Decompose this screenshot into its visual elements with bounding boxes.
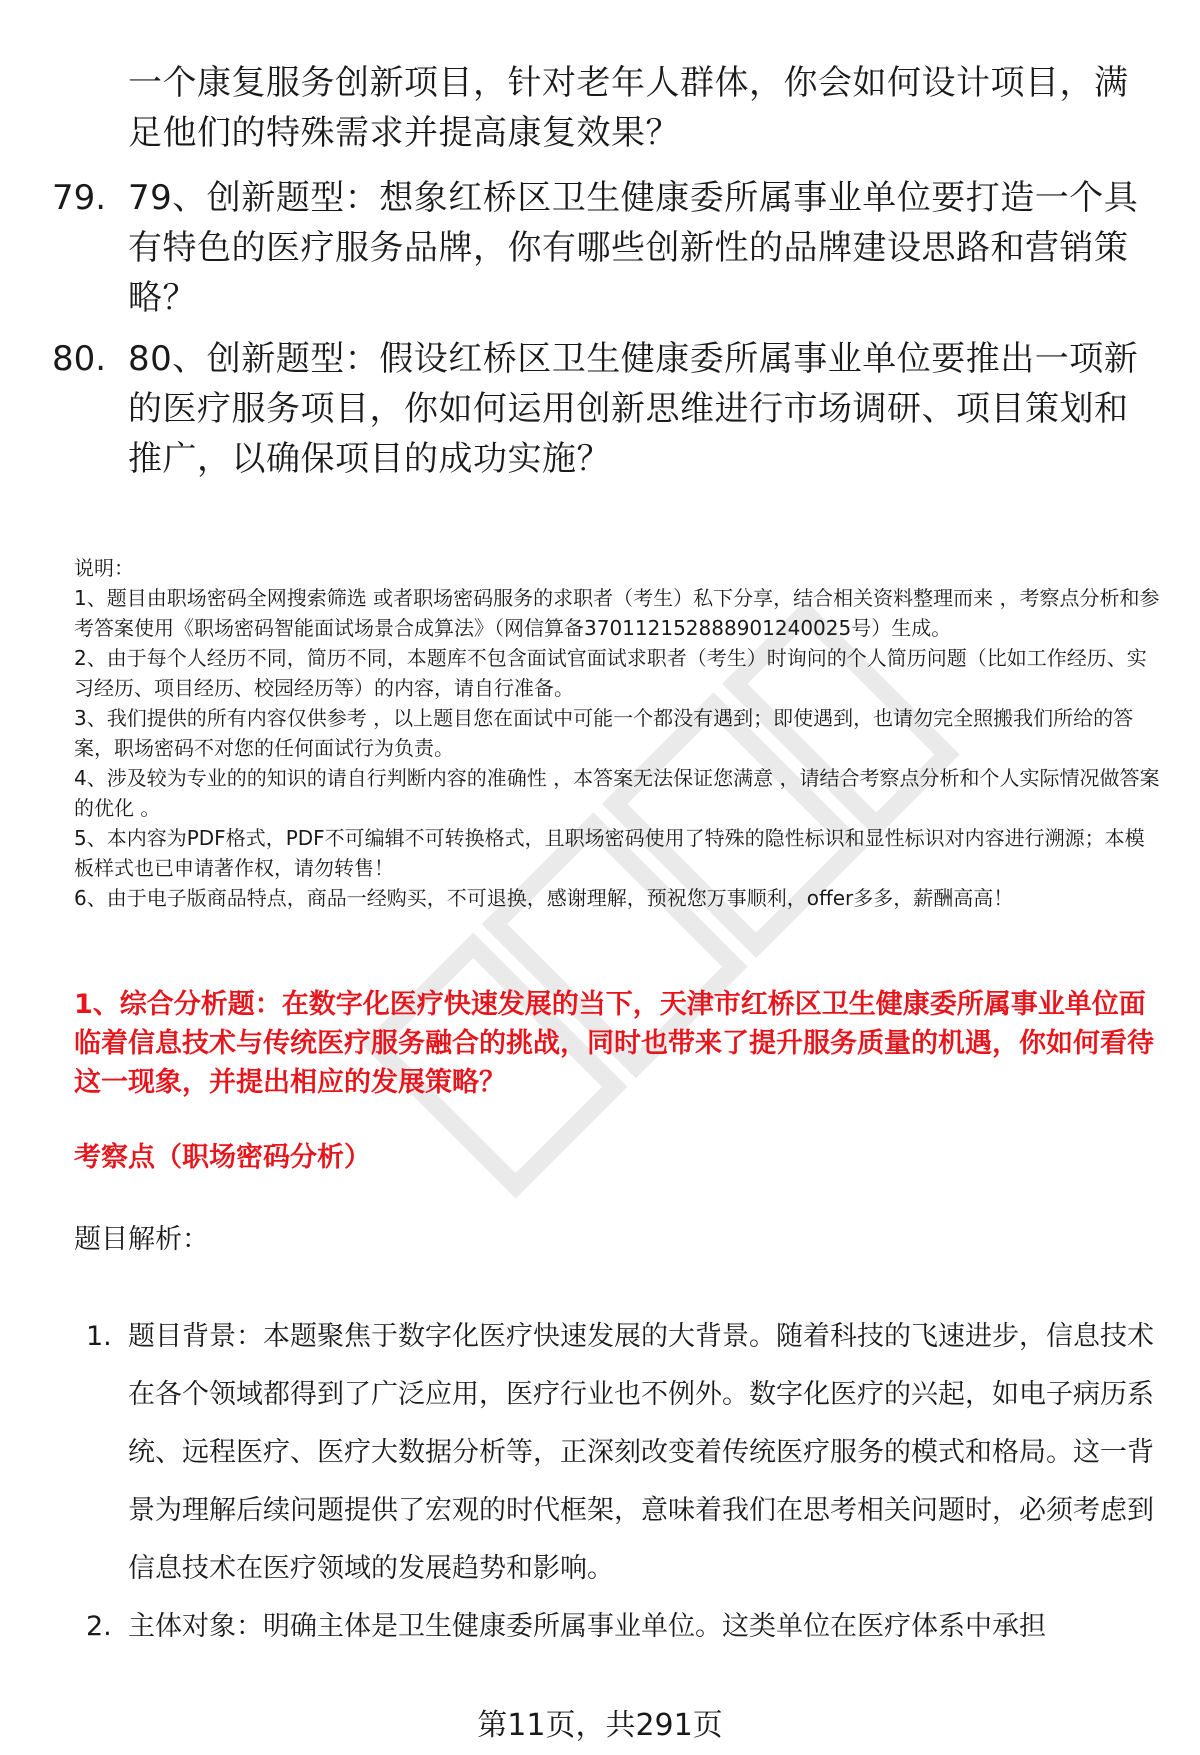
note-item-4: 4、涉及较为专业的的知识的请自行判断内容的准确性 ，本答案无法保证您满意 ，请结合考察点分析和个人实际情况做答案的优化 。: [74, 766, 1160, 820]
list-text: 题目背景：本题聚焦于数字化医疗快速发展的大背景。随着科技的飞速进步，信息技术在各个领域都得到了广泛应用，医疗行业也不例外。数字化医疗的兴起，如电子病历系统、远程医疗、医疗大数据分析等，正深刻改变着传统医疗服务的模式和格局。这一背景为理解后续问题提供了宏观的时代框架，意味着我们在思考相关问题时，必须考虑到信息技术在医疗领域的发展趋势和影响。: [128, 1321, 1154, 1584]
analysis-title: 题目解析：: [74, 1224, 209, 1255]
question-text: 79、创新题型：想象红桥区卫生健康委所属事业单位要打造一个具有特色的医疗服务品牌，你有哪些创新性的品牌建设思路和营销策略？: [128, 178, 1139, 318]
question-text: 80、创新题型：假设红桥区卫生健康委所属事业单位要推出一项新的医疗服务项目，你如何运用创新思维进行市场调研、项目策划和推广，以确保项目的成功实施？: [128, 339, 1139, 479]
disclaimer-notes: [74, 553, 1164, 913]
question-number: 80.: [52, 339, 107, 379]
list-number: 2.: [86, 1611, 112, 1642]
note-item-6: 6、由于电子版商品特点，商品一经购买，不可退换，感谢理解，预祝您万事顺利，offer多多，薪酬高高！: [74, 886, 1014, 910]
section-question: 1、综合分析题：在数字化医疗快速发展的当下，天津市红桥区卫生健康委所属事业单位面临着信息技术与传统医疗服务融合的挑战，同时也带来了提升服务质量的机遇，你如何看待这一现象，并提出相应的发展策略？: [74, 989, 1154, 1098]
question-78-continuation: 一个康复服务创新项目，针对老年人群体，你会如何设计项目，满足他们的特殊需求并提高康复效果？: [128, 63, 1129, 153]
page-number: 第11页，共291页: [477, 1708, 723, 1743]
question-number: 79.: [52, 178, 107, 218]
note-item-5: 5、本内容为PDF格式，PDF不可编辑不可转换格式，且职场密码使用了特殊的隐性标识和显性标识对内容进行溯源；本模板样式也已申请著作权，请勿转售！: [74, 826, 1145, 880]
note-item-1: 1、题目由职场密码全网搜索筛选 或者职场密码服务的求职者（考生）私下分享，结合相关资料整理而来 ，考察点分析和参考答案使用《职场密码智能面试场景合成算法》（网信算备370112152888901240025号）生成。: [74, 586, 1160, 640]
list-text: 主体对象：明确主体是卫生健康委所属事业单位。这类单位在医疗体系中承担: [128, 1611, 1046, 1642]
section-heading: 考察点（职场密码分析）: [74, 1142, 371, 1173]
note-item-2: 2、由于每个人经历不同，简历不同，本题库不包含面试官面试求职者（考生）时询问的个人简历问题（比如工作经历、实习经历、项目经历、校园经历等）的内容，请自行准备。: [74, 646, 1147, 700]
note-item-3: 3、我们提供的所有内容仅供参考 ，以上题目您在面试中可能一个都没有遇到；即使遇到，也请勿完全照搬我们所给的答案，职场密码不对您的任何面试行为负责。: [74, 706, 1134, 760]
notes-title: 说明：: [74, 556, 134, 580]
list-number: 1.: [86, 1321, 112, 1352]
